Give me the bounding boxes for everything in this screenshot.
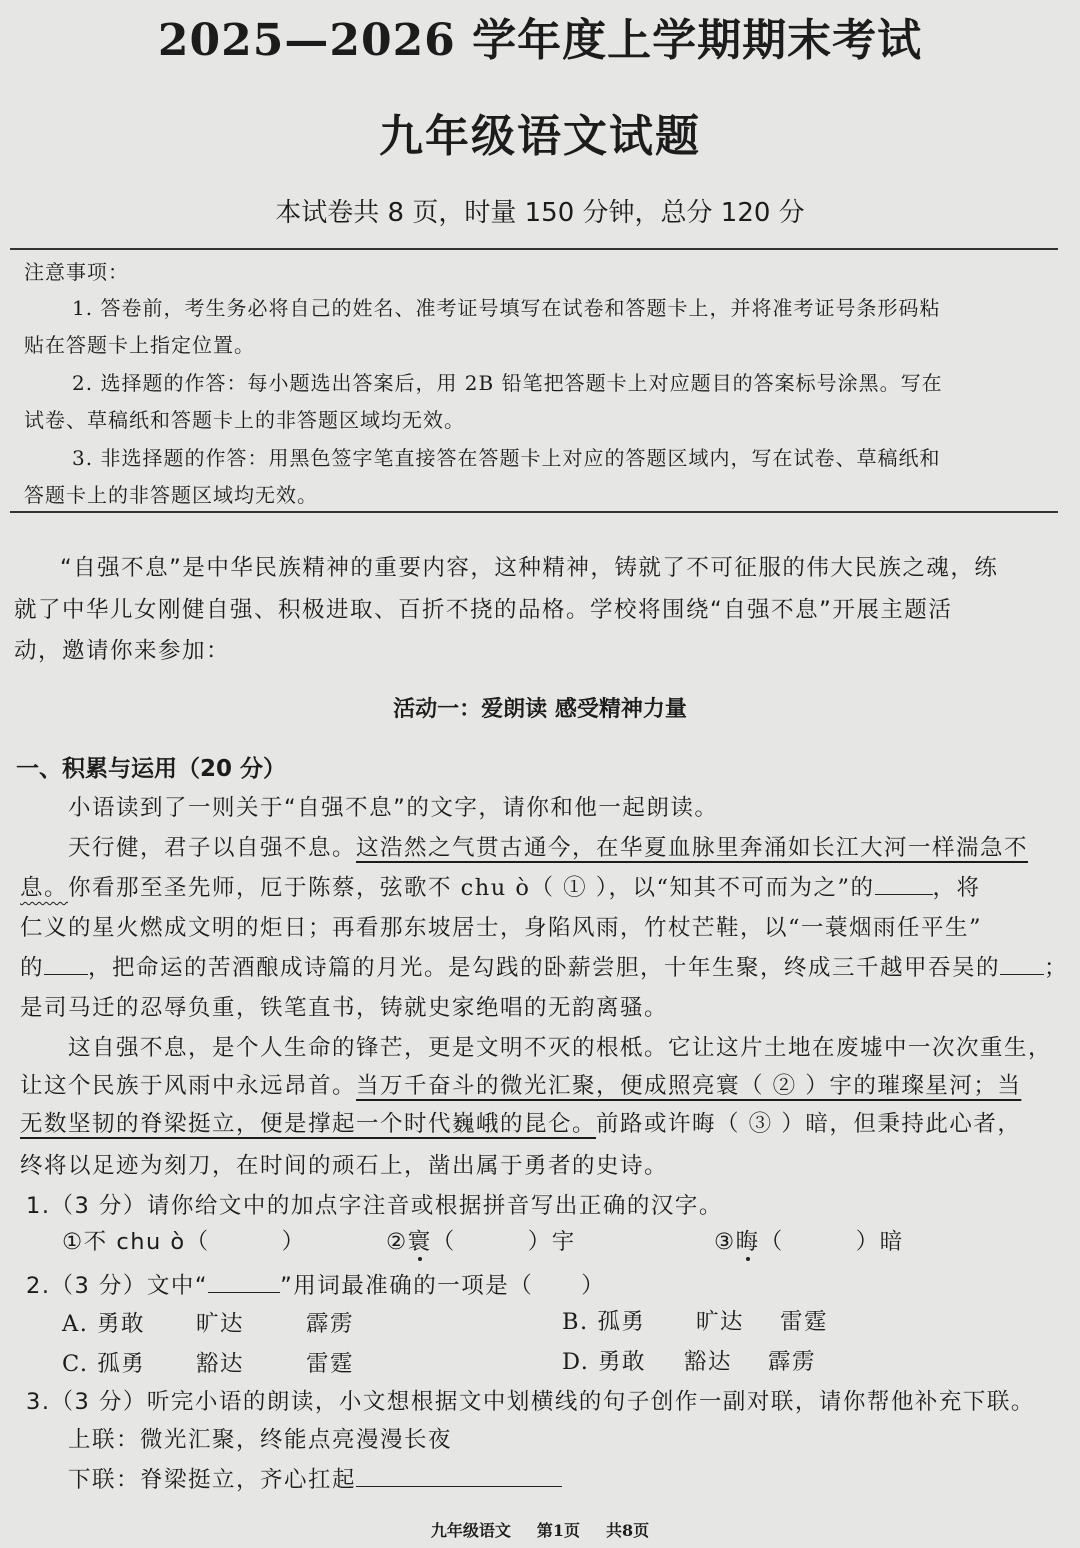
intro-line-1: “自强不息”是中华民族精神的重要内容，这种精神，铸就了不可征服的伟大民族之魂，练 <box>60 555 999 581</box>
footer-subject: 九年级语文 <box>430 1521 511 1540</box>
option-a-word-3: 霹雳 <box>306 1311 355 1337</box>
exam-subject-title: 九年级语文试题 <box>379 111 701 162</box>
page-footer <box>0 1518 1080 1541</box>
note-1-line-1: 1. 答卷前，考生务必将自己的姓名、准考证号填写在试卷和答题卡上，并将准考证号条形码粘 <box>72 296 941 320</box>
intro-line-3: 动，邀请你来参加： <box>14 638 231 664</box>
q1-item-3-number: ③ <box>714 1229 736 1255</box>
q1-item-3-blank: （ ）暗 <box>759 1229 904 1255</box>
passage-line-1 <box>68 830 1028 862</box>
couplet-answer-blank[interactable] <box>356 1466 562 1487</box>
answer-blank-1[interactable] <box>875 874 933 895</box>
option-d-label[interactable]: D. 勇敢 <box>562 1349 647 1375</box>
option-c-word-3: 雷霆 <box>306 1351 355 1377</box>
wavy-underlined-text: 息。 <box>20 875 69 901</box>
couplet-lower-text: 下联：脊梁挺立，齐心扛起 <box>68 1467 357 1493</box>
underlined-sentence: 无数坚韧的脊梁挺立，便是撑起一个时代巍峨的昆仑。 <box>20 1111 597 1137</box>
option-b-word-3: 雷霆 <box>780 1309 829 1335</box>
option-a-word-2: 旷达 <box>196 1311 245 1337</box>
dotted-char: 寰 <box>407 1229 432 1255</box>
q1-item-3 <box>714 1224 904 1256</box>
answer-blank-3[interactable] <box>1000 954 1044 975</box>
passage-text: ； <box>1044 955 1069 981</box>
q2-blank <box>208 1272 280 1293</box>
passage-line-8 <box>20 1106 1021 1138</box>
passage-line-5: 是司马迁的忍辱负重，铁笔直书，铸就史家绝唱的无韵离骚。 <box>20 995 669 1021</box>
option-c-label[interactable]: C. 孤勇 <box>62 1351 146 1377</box>
note-1-line-2: 贴在答题卡上指定位置。 <box>24 333 255 357</box>
passage-line-7 <box>20 1068 1021 1100</box>
passage-line-3: 仁义的星火燃成文明的炬日；再看那东坡居士，身陷风雨，竹杖芒鞋，以“一蓑烟雨任平生” <box>20 915 983 941</box>
q1-item-2-blank: （ ）宇 <box>431 1229 576 1255</box>
q1-item-2-number: ② <box>386 1229 408 1255</box>
answer-blank-2[interactable] <box>44 954 88 975</box>
question-2 <box>26 1268 605 1300</box>
option-c-word-2: 豁达 <box>196 1351 245 1377</box>
q1-item-2 <box>386 1224 576 1256</box>
couplet-lower <box>68 1462 562 1494</box>
passage-text: 的 <box>20 955 45 981</box>
note-2-line-2: 试卷、草稿纸和答题卡上的非答题区域均无效。 <box>24 408 465 432</box>
passage-text: ，把命运的苦酒酿成诗篇的月光。是勾践的卧薪尝胆，十年生聚，终成三千越甲吞吴的 <box>88 955 1001 981</box>
dotted-char: 晦 <box>735 1229 760 1255</box>
divider-top <box>10 248 1058 250</box>
notes-heading: 注意事项： <box>24 260 129 284</box>
activity-heading: 活动一：爱朗读 感受精神力量 <box>393 697 687 722</box>
exam-title: 2025—2026 学年度上学期期末考试 <box>157 15 923 66</box>
passage-text: 天行健，君子以自强不息。 <box>68 835 357 861</box>
passage-line-6: 这自强不息，是个人生命的锋芒，更是文明不灭的根柢。它让这片土地在废墟中一次次重生， <box>68 1035 1053 1061</box>
option-d-word-3: 霹雳 <box>768 1349 817 1375</box>
footer-page-number: 第1页 <box>536 1521 580 1540</box>
underlined-sentence: 当万千奋斗的微光汇聚，便成照亮寰（ ② ）宇的璀璨星河；当 <box>356 1073 1022 1099</box>
intro-line-2: 就了中华儿女刚健自强、积极进取、百折不挠的品格。学校将围绕“自强不息”开展主题活 <box>14 597 953 623</box>
q1-item-1: ①不 chu ò（ ） <box>62 1229 306 1255</box>
passage-text: 让这个民族于风雨中永远昂首。 <box>20 1073 357 1099</box>
exam-info: 本试卷共 8 页，时量 150 分钟，总分 120 分 <box>275 198 805 228</box>
note-3-line-2: 答题卡上的非答题区域均无效。 <box>24 483 318 507</box>
passage-line-9: 终将以足迹为刻刀，在时间的顽石上，凿出属于勇者的史诗。 <box>20 1153 669 1179</box>
note-2-line-1: 2. 选择题的作答：每小题选出答案后，用 2B 铅笔把答题卡上对应题目的答案标号涂黑。写在 <box>72 371 943 395</box>
option-d-word-2: 豁达 <box>684 1349 733 1375</box>
option-b-word-2: 旷达 <box>696 1309 745 1335</box>
q2-text: 2.（3 分）文中“ <box>26 1273 209 1299</box>
passage-line-2 <box>20 870 981 902</box>
passage-text: ，将 <box>932 875 981 901</box>
option-a-label[interactable]: A. 勇敢 <box>62 1311 146 1337</box>
reading-lead: 小语读到了一则关于“自强不息”的文字，请你和他一起朗读。 <box>68 795 719 821</box>
passage-text: 你看那至圣先师，厄于陈蔡，弦歌不 chu ò（ ① ），以“知其不可而为之”的 <box>68 875 875 901</box>
underlined-sentence: 这浩然之气贯古通今，在华夏血脉里奔涌如长江大河一样湍急不 <box>356 835 1029 861</box>
passage-line-4 <box>20 950 1068 982</box>
section-heading: 一、积累与运用（20 分） <box>16 756 287 782</box>
passage-text: 前路或许晦（ ③ ）暗，但秉持此心者， <box>596 1111 1022 1137</box>
option-b-label[interactable]: B. 孤勇 <box>562 1309 646 1335</box>
note-3-line-1: 3. 非选择题的作答：用黑色签字笔直接答在答题卡上对应的答题区域内，写在试卷、草稿纸和 <box>72 446 941 470</box>
footer-total-pages: 共8页 <box>606 1521 650 1540</box>
q2-text: ”用词最准确的一项是（ ） <box>280 1273 606 1299</box>
divider-bottom <box>10 511 1058 513</box>
couplet-upper: 上联：微光汇聚，终能点亮漫漫长夜 <box>68 1427 453 1453</box>
question-3: 3.（3 分）听完小语的朗读，小文想根据文中划横线的句子创作一副对联，请你帮他补充下联。 <box>26 1389 1035 1415</box>
question-1: 1.（3 分）请你给文中的加点字注音或根据拼音写出正确的汉字。 <box>26 1193 723 1219</box>
